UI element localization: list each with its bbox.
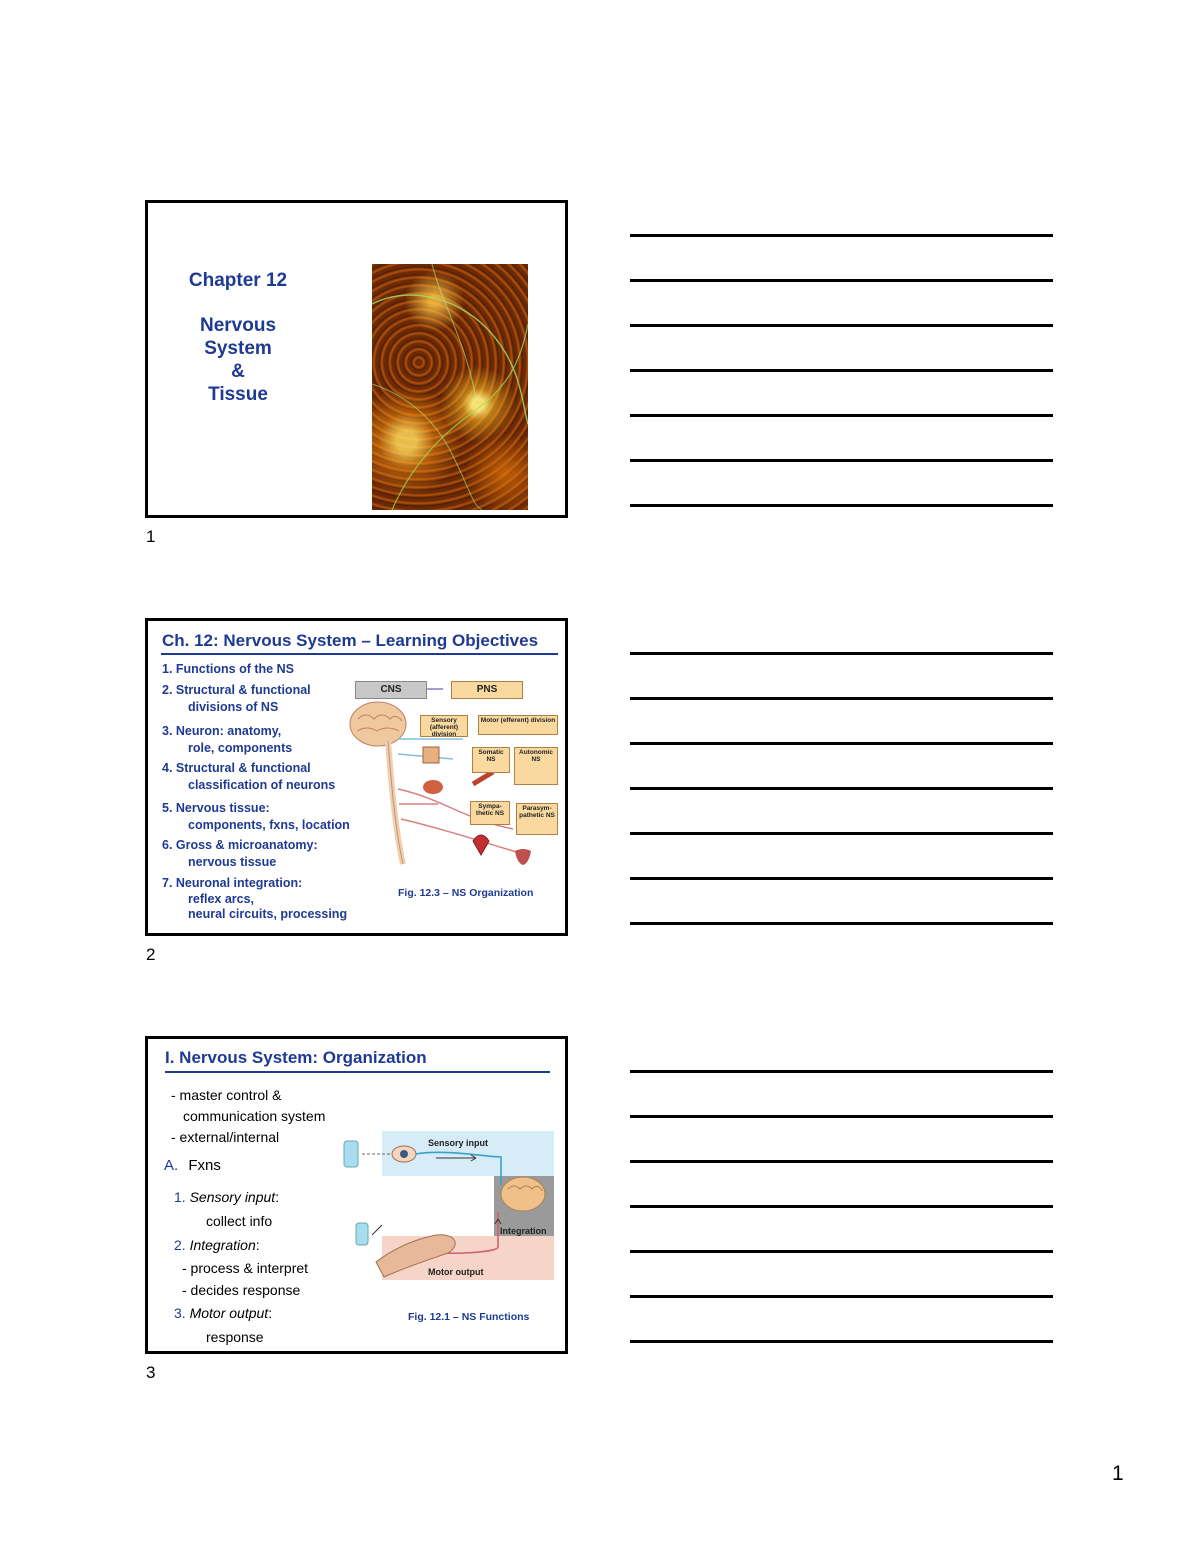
nerve-fibers-image bbox=[372, 264, 528, 510]
colon: : bbox=[268, 1305, 273, 1321]
colon: : bbox=[255, 1237, 260, 1253]
note-line bbox=[630, 1160, 1053, 1163]
section-letter: A. bbox=[164, 1157, 179, 1174]
page-number: 1 bbox=[1112, 1462, 1124, 1485]
nerve-tissue-photo bbox=[372, 264, 528, 510]
function-name: Sensory input bbox=[189, 1189, 276, 1205]
objective-item: 1. Functions of the NS bbox=[162, 662, 294, 676]
note-line bbox=[630, 279, 1053, 282]
bullet-item: communication system bbox=[183, 1108, 326, 1124]
objective-sub: nervous tissue bbox=[188, 855, 277, 869]
title-underline bbox=[161, 653, 558, 655]
objective-item: 7. Neuronal integration: bbox=[162, 876, 303, 890]
section-heading bbox=[164, 1157, 221, 1175]
function-item bbox=[174, 1233, 308, 1257]
function-detail: collect info bbox=[206, 1213, 273, 1229]
note-line bbox=[630, 1295, 1053, 1298]
function-number: 1. bbox=[174, 1189, 186, 1205]
function-item bbox=[174, 1301, 308, 1325]
sensory-input-label: Sensory input bbox=[428, 1138, 489, 1148]
objective-sub: reflex arcs, bbox=[188, 892, 255, 906]
slide-3 bbox=[145, 1036, 568, 1354]
function-detail: - decides response bbox=[182, 1282, 301, 1298]
function-detail: response bbox=[206, 1329, 264, 1345]
note-line bbox=[630, 504, 1053, 507]
objective-sub: classification of neurons bbox=[188, 778, 336, 792]
note-line bbox=[630, 1250, 1053, 1253]
note-line bbox=[630, 1070, 1053, 1073]
ns-functions-diagram bbox=[336, 1127, 561, 1287]
figure-caption: Fig. 12.3 – NS Organization bbox=[398, 887, 534, 899]
integration-label: Integration bbox=[500, 1226, 547, 1236]
slide-title: I. Nervous System: Organization bbox=[165, 1048, 427, 1067]
somatic-ns-box: Somatic NS bbox=[472, 747, 510, 773]
objective-sub: divisions of NS bbox=[188, 700, 279, 714]
function-item bbox=[174, 1185, 308, 1209]
function-detail: - process & interpret bbox=[182, 1260, 309, 1276]
objective-sub: neural circuits, processing bbox=[188, 907, 348, 921]
title-line: System bbox=[204, 338, 272, 359]
sympathetic-ns-box: Sympa-thetic NS bbox=[470, 801, 510, 825]
pns-box: PNS bbox=[451, 681, 523, 699]
function-number: 3. bbox=[174, 1305, 186, 1321]
objective-item: 4. Structural & functional bbox=[162, 761, 311, 775]
cns-box: CNS bbox=[355, 681, 427, 699]
note-line bbox=[630, 787, 1053, 790]
figure-caption: Fig. 12.1 – NS Functions bbox=[408, 1311, 530, 1323]
title-line: & bbox=[231, 361, 245, 382]
slide-title: Ch. 12: Nervous System – Learning Objectives bbox=[162, 631, 539, 650]
title-line: Tissue bbox=[208, 384, 268, 405]
note-line bbox=[630, 414, 1053, 417]
note-line bbox=[630, 1115, 1053, 1118]
objective-item: 6. Gross & microanatomy: bbox=[162, 838, 318, 852]
objective-sub: components, fxns, location bbox=[188, 818, 350, 832]
note-line bbox=[630, 234, 1053, 237]
slide-1-title bbox=[178, 269, 298, 406]
bullet-item: - master control & bbox=[171, 1087, 282, 1103]
slide-number: 1 bbox=[146, 527, 156, 546]
objective-item: 2. Structural & functional bbox=[162, 683, 311, 697]
function-list bbox=[174, 1185, 308, 1349]
note-line bbox=[630, 877, 1053, 880]
note-line bbox=[630, 369, 1053, 372]
note-line bbox=[630, 1340, 1053, 1343]
note-line bbox=[630, 832, 1053, 835]
slide-number: 2 bbox=[146, 945, 156, 964]
objective-item: 3. Neuron: anatomy, bbox=[162, 724, 282, 738]
objective-list bbox=[162, 661, 350, 922]
colon: : bbox=[275, 1189, 280, 1205]
note-line bbox=[630, 697, 1053, 700]
note-line bbox=[630, 922, 1053, 925]
objective-item: 5. Nervous tissue: bbox=[162, 801, 270, 815]
autonomic-ns-box: Autonomic NS bbox=[514, 747, 558, 785]
slide-2 bbox=[145, 618, 568, 936]
function-name: Integration bbox=[189, 1237, 256, 1253]
note-line bbox=[630, 459, 1053, 462]
function-name: Motor output bbox=[189, 1305, 269, 1321]
motor-output-label: Motor output bbox=[428, 1267, 484, 1277]
parasympathetic-ns-box: Parasym-pathetic NS bbox=[516, 803, 558, 835]
slide-1 bbox=[145, 200, 568, 518]
slide-number: 3 bbox=[146, 1363, 156, 1382]
objective-sub: role, components bbox=[188, 741, 293, 755]
bullet-list bbox=[171, 1084, 325, 1148]
note-line bbox=[630, 324, 1053, 327]
note-line bbox=[630, 1205, 1053, 1208]
title-line: Nervous bbox=[199, 315, 277, 336]
title-underline bbox=[165, 1071, 550, 1073]
sensory-division-box: Sensory (afferent) division bbox=[420, 715, 468, 737]
bullet-item: - external/internal bbox=[171, 1129, 280, 1145]
title-line: Chapter 12 bbox=[188, 270, 288, 291]
note-line bbox=[630, 742, 1053, 745]
function-number: 2. bbox=[174, 1237, 186, 1253]
section-label: Fxns bbox=[188, 1157, 221, 1174]
note-line bbox=[630, 652, 1053, 655]
motor-division-box: Motor (efferent) division bbox=[478, 715, 558, 735]
